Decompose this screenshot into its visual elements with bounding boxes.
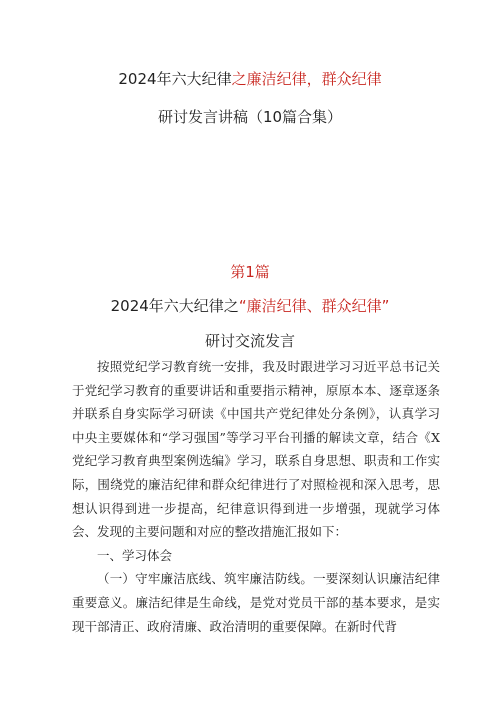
cover-title-prefix: 2024年六大纪律 <box>118 70 232 88</box>
article-title-highlight: “廉洁纪律、群众纪律” <box>238 297 390 315</box>
cover-title-highlight: 之廉洁纪律，群众纪律 <box>231 70 382 88</box>
body-paragraph: 按照党纪学习教育统一安排，我及时跟进学习习近平总书记关于党纪学习教育的重要讲话和重要指示精神，原原本本、逐章逐条并联系自身实际学习研读《中国共产党纪律处分条例》，认真学习中央主要媒体和“学习强国”等学习平台刊播的解读文章，结合《X党纪学习教育典型案例选编》学习，联系自身思想、职责和工作实际，围绕党的廉洁纪律和群众纪律进行了对照检视和深入思考，思想认识得到进一步提高，纪律意识得到进一步增强，现就学习体会、发现的主要问题和对应的整改措施汇报如下： <box>72 359 440 540</box>
body-paragraph: （一）守牢廉洁底线、筑牢廉洁防线。一要深刻认识廉洁纪律重要意义。廉洁纪律是生命线，是党对党员干部的基本要求，是实现干部清正、政府清廉、政治清明的重要保障。在新时代背 <box>72 571 440 634</box>
article-number: 第1篇 <box>230 263 270 281</box>
section-heading: 一、学习体会 <box>97 547 173 563</box>
article-title-prefix: 2024年六大纪律之 <box>110 297 239 315</box>
article-title-line2: 研讨交流发言 <box>204 332 295 350</box>
cover-title-line2: 研讨发言讲稿（10篇合集） <box>157 108 343 126</box>
article-title-line1 <box>0 295 500 316</box>
article-body <box>72 355 440 638</box>
cover-title-line1 <box>0 68 500 89</box>
